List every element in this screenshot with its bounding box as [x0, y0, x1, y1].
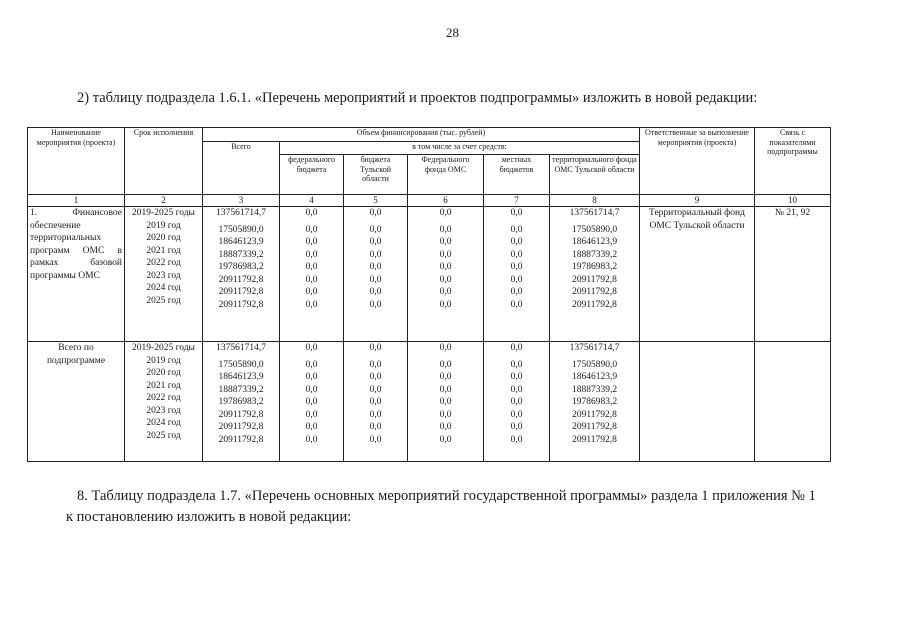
tula-budget-year-value: 0,0 [369, 224, 382, 235]
total-year-value: 18887339,2 [218, 384, 264, 395]
header-term: Срок исполнения [125, 128, 203, 195]
total-year-value: 20911792,8 [218, 274, 264, 285]
period-year: 2024 год [146, 283, 181, 293]
table-row [28, 342, 831, 462]
local-year-value: 0,0 [510, 224, 523, 235]
federal-oms-main: 0,0 [439, 343, 452, 353]
federal-oms-year-value: 0,0 [439, 397, 452, 407]
header-federal-oms: Федерального фонда ОМС [408, 155, 484, 195]
period-range: 2019-2025 годы [132, 208, 195, 218]
territorial-year-value: 17505890,0 [571, 224, 618, 235]
territorial-year-value: 19786983,2 [571, 397, 618, 407]
row-name-text: 1. Финансовое обеспечение территориальных программ ОМС в рамках базовой программы ОМС [30, 208, 122, 281]
row-name [28, 342, 125, 462]
territorial-year-value: 18887339,2 [571, 249, 618, 260]
local-year-value: 0,0 [510, 372, 523, 382]
territorial-year-value: 20911792,8 [572, 422, 617, 432]
period-year: 2023 год [146, 270, 181, 281]
tula-budget-year-value: 0,0 [369, 422, 382, 432]
territorial-year-value: 18646123,9 [571, 372, 618, 382]
column-number: 6 [408, 195, 484, 207]
page-number: 28 [446, 25, 459, 40]
territorial-main: 137561714,7 [569, 208, 620, 218]
local-year-value: 0,0 [510, 384, 523, 395]
total-year-value: 20911792,8 [218, 422, 264, 432]
row-territorial [550, 342, 640, 462]
table-row [28, 207, 831, 342]
territorial-year-value: 18646123,9 [571, 237, 618, 247]
local-year-value: 0,0 [510, 237, 523, 247]
tula-budget-year-value: 0,0 [369, 287, 382, 297]
row-name [28, 207, 125, 342]
federal-oms-year-value: 0,0 [439, 262, 452, 272]
federal-oms-year-value: 0,0 [439, 359, 452, 370]
local-year-value: 0,0 [510, 359, 523, 370]
federal-year-value: 0,0 [305, 434, 318, 445]
row-federal [280, 207, 344, 342]
local-main: 0,0 [510, 343, 523, 353]
territorial-year-value: 17505890,0 [571, 359, 618, 370]
row-tula-budget [344, 342, 408, 462]
territorial-year-value: 20911792,8 [572, 409, 617, 420]
total-year-value: 17505890,0 [218, 359, 264, 370]
total-year-value: 18646123,9 [218, 237, 264, 247]
period-year: 2021 год [146, 245, 181, 256]
federal-year-value: 0,0 [305, 224, 318, 235]
federal-year-value: 0,0 [305, 274, 318, 285]
federal-year-value: 0,0 [305, 249, 318, 260]
period-year: 2021 год [146, 380, 181, 391]
federal-oms-year-value: 0,0 [439, 249, 452, 260]
row-link [755, 342, 831, 462]
federal-year-value: 0,0 [305, 372, 318, 382]
territorial-year-value: 20911792,8 [572, 299, 617, 310]
federal-oms-main: 0,0 [439, 208, 452, 218]
tula-budget-year-value: 0,0 [369, 249, 382, 260]
header-local: местных бюджетов [484, 155, 550, 195]
total-year-value: 18646123,9 [218, 372, 264, 382]
header-territorial: территориального фонда ОМС Тульской области [550, 155, 640, 195]
row-local [484, 207, 550, 342]
link-text: № 21, 92 [774, 208, 811, 218]
header-link: Связь с показателями подпрограммы [755, 128, 831, 195]
row-link [755, 207, 831, 342]
total-year-value: 17505890,0 [218, 224, 264, 235]
federal-oms-year-value: 0,0 [439, 299, 452, 310]
period-year: 2019 год [146, 220, 181, 231]
header-including: в том числе за счет средств: [280, 142, 640, 155]
responsible-text: Территориальный фонд ОМС Тульской области [649, 208, 745, 231]
period-year: 2019 год [146, 355, 181, 366]
period-year: 2025 год [146, 430, 181, 441]
local-year-value: 0,0 [510, 287, 523, 297]
local-year-value: 0,0 [510, 249, 523, 260]
federal-oms-year-value: 0,0 [439, 224, 452, 235]
row-responsible [640, 207, 755, 342]
local-year-value: 0,0 [510, 299, 523, 310]
total-year-value: 20911792,8 [218, 409, 264, 420]
federal-oms-year-value: 0,0 [439, 287, 452, 297]
tula-budget-year-value: 0,0 [369, 372, 382, 382]
row-total [203, 207, 280, 342]
tula-budget-year-value: 0,0 [369, 299, 382, 310]
local-year-value: 0,0 [510, 274, 523, 285]
header-funding: Объем финансирования (тыс. рублей) [203, 128, 640, 142]
closing-line-2: к постановлению изложить в новой редакции: [66, 509, 352, 525]
period-year: 2023 год [146, 405, 181, 416]
federal-oms-year-value: 0,0 [439, 434, 452, 445]
local-year-value: 0,0 [510, 422, 523, 432]
federal-main: 0,0 [305, 208, 318, 218]
column-number: 8 [550, 195, 640, 207]
local-year-value: 0,0 [510, 262, 523, 272]
column-number: 2 [125, 195, 203, 207]
intro-paragraph: 2) таблицу подраздела 1.6.1. «Перечень мероприятий и проектов подпрограммы» изложить в новой редакции: [77, 90, 758, 106]
tula-budget-year-value: 0,0 [369, 274, 382, 285]
header-name: Наименование мероприятия (проекта) [28, 128, 125, 195]
territorial-main: 137561714,7 [569, 343, 620, 353]
federal-oms-year-value: 0,0 [439, 372, 452, 382]
header-total: Всего [203, 142, 280, 195]
row-federal-oms [408, 207, 484, 342]
tula-budget-year-value: 0,0 [369, 384, 382, 395]
federal-year-value: 0,0 [305, 299, 318, 310]
column-number: 3 [203, 195, 280, 207]
federal-oms-year-value: 0,0 [439, 237, 452, 247]
period-year: 2025 год [146, 295, 181, 306]
column-number: 4 [280, 195, 344, 207]
tula-budget-year-value: 0,0 [369, 262, 382, 272]
header-tula-budget: бюджета Тульской области [344, 155, 408, 195]
period-year: 2022 год [146, 258, 181, 268]
federal-oms-year-value: 0,0 [439, 409, 452, 420]
column-number: 1 [28, 195, 125, 207]
local-year-value: 0,0 [510, 409, 523, 420]
federal-year-value: 0,0 [305, 287, 318, 297]
header-federal: федерального бюджета [280, 155, 344, 195]
federal-year-value: 0,0 [305, 359, 318, 370]
row-name-text: Всего по подпрограмме [46, 343, 106, 366]
row-federal [280, 342, 344, 462]
federal-year-value: 0,0 [305, 397, 318, 407]
row-total [203, 342, 280, 462]
total-year-value: 20911792,8 [218, 434, 264, 445]
tula-budget-year-value: 0,0 [369, 359, 382, 370]
tula-budget-year-value: 0,0 [369, 397, 382, 407]
total-year-value: 18887339,2 [218, 249, 264, 260]
period-year: 2020 год [146, 368, 181, 378]
federal-oms-year-value: 0,0 [439, 422, 452, 432]
row-tula-budget [344, 207, 408, 342]
row-territorial [550, 207, 640, 342]
federal-oms-year-value: 0,0 [439, 384, 452, 395]
territorial-year-value: 18887339,2 [571, 384, 618, 395]
period-year: 2024 год [146, 418, 181, 428]
column-number: 9 [640, 195, 755, 207]
tula-budget-year-value: 0,0 [369, 237, 382, 247]
federal-year-value: 0,0 [305, 384, 318, 395]
column-number: 5 [344, 195, 408, 207]
row-period [125, 342, 203, 462]
territorial-year-value: 20911792,8 [572, 287, 617, 297]
tula-budget-main: 0,0 [369, 343, 382, 353]
header-responsible: Ответственные за выполнение мероприятия (проекта) [640, 128, 755, 195]
federal-main: 0,0 [305, 343, 318, 353]
total-year-value: 19786983,2 [218, 262, 264, 272]
federal-year-value: 0,0 [305, 262, 318, 272]
total-main: 137561714,7 [216, 208, 266, 218]
tula-budget-main: 0,0 [369, 208, 382, 218]
total-year-value: 20911792,8 [218, 287, 264, 297]
federal-year-value: 0,0 [305, 409, 318, 420]
row-local [484, 342, 550, 462]
row-responsible [640, 342, 755, 462]
total-main: 137561714,7 [216, 343, 266, 353]
measures-table [27, 127, 831, 462]
territorial-year-value: 19786983,2 [571, 262, 618, 272]
period-range: 2019-2025 годы [132, 343, 195, 353]
row-period [125, 207, 203, 342]
tula-budget-year-value: 0,0 [369, 434, 382, 445]
closing-paragraph [66, 486, 856, 528]
federal-oms-year-value: 0,0 [439, 274, 452, 285]
column-number: 7 [484, 195, 550, 207]
local-year-value: 0,0 [510, 397, 523, 407]
total-year-value: 20911792,8 [218, 299, 264, 310]
period-year: 2022 год [146, 393, 181, 403]
tula-budget-year-value: 0,0 [369, 409, 382, 420]
local-year-value: 0,0 [510, 434, 523, 445]
column-number: 10 [755, 195, 831, 207]
territorial-year-value: 20911792,8 [572, 434, 617, 445]
territorial-year-value: 20911792,8 [572, 274, 617, 285]
column-numbers-row [28, 195, 831, 207]
local-main: 0,0 [510, 208, 523, 218]
period-year: 2020 год [146, 233, 181, 243]
total-year-value: 19786983,2 [218, 397, 264, 407]
federal-year-value: 0,0 [305, 422, 318, 432]
federal-year-value: 0,0 [305, 237, 318, 247]
closing-line-1: 8. Таблицу подраздела 1.7. «Перечень основных мероприятий государственной программы» раздела 1 приложения № 1 [77, 488, 816, 504]
row-federal-oms [408, 342, 484, 462]
